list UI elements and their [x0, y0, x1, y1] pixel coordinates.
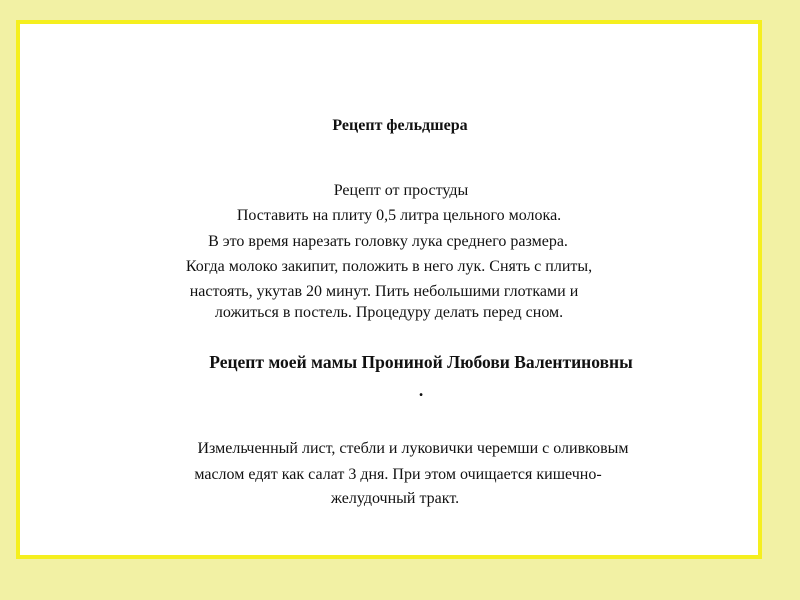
recipe1-line-2: В это время нарезать головку лука среднего размера. — [208, 233, 568, 250]
recipe1-line-5: ложиться в постель. Процедуру делать перед сном. — [214, 304, 564, 321]
recipe1-heading: Рецепт от простуды — [333, 182, 469, 199]
recipe1-line-3: Когда молоко закипит, положить в него лук. Снять с плиты, — [185, 258, 593, 275]
title-feldsher-recipe: Рецепт фельдшера — [332, 117, 468, 134]
title-mom-recipe: Рецепт моей мамы Прониной Любови Валентиновны — [209, 352, 633, 372]
title-mom-recipe-dot: . — [418, 380, 424, 400]
recipe1-line-1: Поставить на плиту 0,5 литра цельного молока. — [236, 207, 562, 224]
recipe2-line-1: Измельченный лист, стебли и луковички черемши с оливковым — [197, 440, 629, 457]
recipe2-line-3: желудочный тракт. — [330, 490, 460, 507]
recipe1-line-4: настоять, укутав 20 минут. Пить небольшими глотками и — [189, 283, 579, 300]
recipe2-line-2: маслом едят как салат 3 дня. При этом очищается кишечно- — [194, 466, 602, 483]
